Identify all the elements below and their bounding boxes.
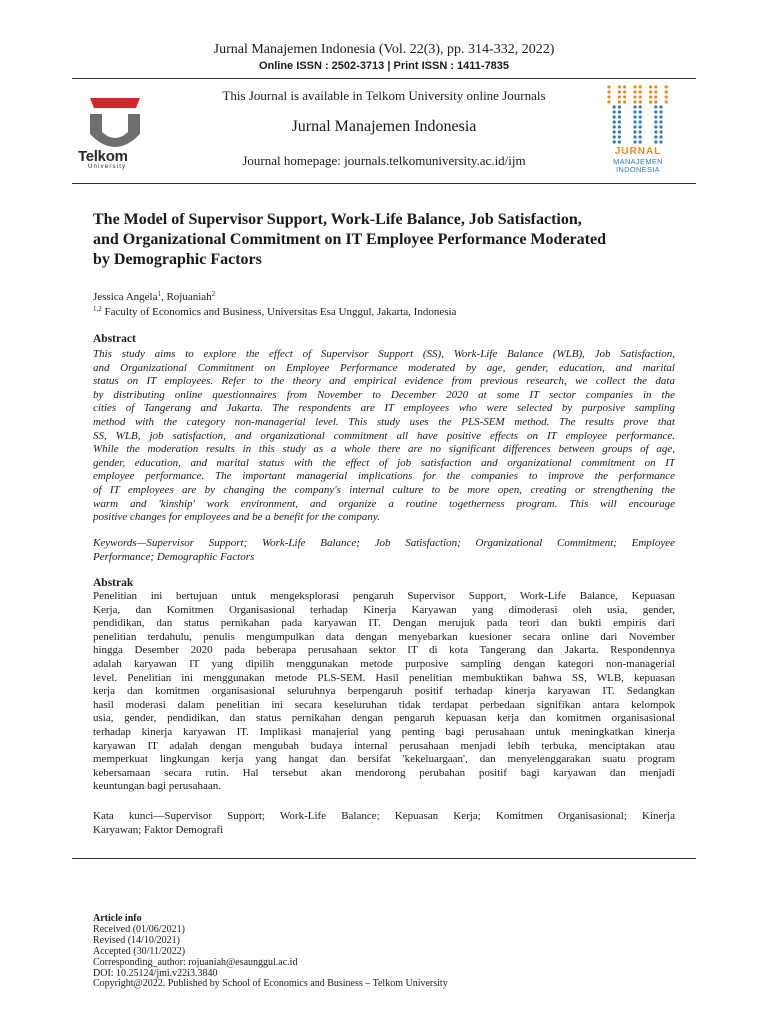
author-name: Jessica Angela [93, 291, 158, 303]
logo-dot [633, 85, 636, 88]
logo-dot [654, 85, 657, 88]
article-info-line: Corresponding_author: rojuaniah@esaunggul.ac.id [93, 956, 298, 968]
logo-dot [623, 85, 626, 88]
text-line: hasil moderasi dalam penelitian ini secara keseluruhan tidak terdapat perbedaan signifikan antara kelompok [93, 698, 675, 711]
jmi-logo-line2: MANAJEMEN [613, 157, 663, 166]
logo-dot [639, 100, 642, 103]
logo-dot [639, 85, 642, 88]
abstrak-heading: Abstrak [93, 577, 134, 589]
logo-dot [623, 100, 626, 103]
logo-dot [613, 125, 616, 128]
logo-dot [607, 85, 610, 88]
logo-dot [633, 115, 636, 118]
abstract-heading: Abstract [93, 333, 136, 345]
logo-dot [649, 85, 652, 88]
article-info [93, 914, 448, 990]
logo-dot [654, 115, 657, 118]
logo-dot [654, 90, 657, 93]
logo-dot [618, 135, 621, 138]
availability-note: This Journal is available in Telkom University online Journals [222, 88, 546, 103]
text-line: penelitian terdahulu, penulis mengumpulkan data dengan menyebarkan kuesioner secara online dari November [93, 630, 675, 643]
text-line: method with the category non-managerial level. This study uses the PLS-SEM method. The results prove that [93, 415, 675, 428]
text-line: Performance; Demographic Factors [93, 550, 255, 563]
logo-dot [613, 120, 616, 123]
logo-dot [639, 110, 642, 113]
text-line: pendidikan, dan status pernikahan pada karyawan IT. Dengan merujuk pada teori dan bukti empiris dari [93, 617, 675, 630]
article-title-line: by Demographic Factors [93, 251, 262, 268]
abstract-body [93, 348, 675, 525]
logo-dot [618, 110, 621, 113]
text-line: warm and 'kinship' work environment, and organize a routine togetherness program. This will encourage [93, 497, 675, 510]
logo-dot [633, 110, 636, 113]
logo-dot [613, 140, 616, 143]
logo-dot [618, 130, 621, 133]
issn-line: Online ISSN : 2502-3713 | Print ISSN : 1411-7835 [258, 60, 510, 72]
logo-dot [659, 110, 662, 113]
logo-dot [613, 110, 616, 113]
text-line: keuntungan bagi perusahaan. [93, 780, 221, 793]
logo-dot [613, 135, 616, 138]
logo-dot [618, 140, 621, 143]
telkom-logo-word: Telkom [78, 148, 128, 165]
logo-dot [633, 100, 636, 103]
journal-name: Jurnal Manajemen Indonesia [291, 118, 477, 135]
logo-dot [654, 105, 657, 108]
text-line: gender, education, and marital status with the effect of job satisfaction and organizational commitment on IT [93, 456, 675, 469]
logo-dot [633, 130, 636, 133]
logo-dot [623, 90, 626, 93]
logo-dot [639, 90, 642, 93]
text-line: adalah karyawan IT yang dipilih menggunakan metode purposive sampling dengan kategori non-managerial [93, 657, 675, 670]
text-line: hingga Desember 2020 pada beberapa perusahaan sektor IT di kota Tangerang dan Jakarta. Respondennya [93, 644, 675, 657]
logo-dot [665, 95, 668, 98]
logo-dot [633, 135, 636, 138]
article-info-line: Copyright@2022. Published by School of Economics and Business – Telkom University [93, 978, 448, 990]
article-info-line: Accepted (30/11/2022) [93, 945, 186, 957]
text-line: and Organizational Commitment on Employee Performance moderated by age, gender, education, and marital [93, 361, 675, 374]
text-line: Kerja, dan Komitmen Organisasional terhadap Kinerja Karyawan yang dimoderasi oleh usia, gender, [93, 603, 675, 616]
text-line: kebersamaan secara rutin. Hal tersebut akan mendorong perubahan positif bagi karyawan dan menjadi [93, 766, 675, 779]
logo-dot [607, 95, 610, 98]
logo-dot [633, 105, 636, 108]
header-rule-bottom [72, 183, 696, 184]
affiliation-text: Faculty of Economics and Business, Universitas Esa Unggul, Jakarta, Indonesia [104, 306, 457, 318]
author-name: Rojuaniah [166, 291, 212, 303]
article-title-line: and Organizational Commitment on IT Employee Performance Moderated [93, 231, 606, 248]
jmi-logo-line1: JURNAL [614, 146, 662, 157]
logo-dot [665, 100, 668, 103]
affiliation [93, 305, 456, 318]
affiliation-sup: 1,2 [93, 305, 102, 313]
jurnal-manajemen-indonesia-logo-icon [606, 84, 670, 146]
text-line: kerja dan komitmen organisasional seluruhnya berpengaruh positif terhadap kinerja karyawan IT. Sedangkan [93, 685, 675, 698]
logo-dot [618, 100, 621, 103]
logo-dot [618, 120, 621, 123]
logo-dot [654, 120, 657, 123]
author-list: Jessica Angela$^1$, Rojuaniah$^2$ [93, 290, 216, 303]
logo-dot [665, 90, 668, 93]
journal-citation: Jurnal Manajemen Indonesia (Vol. 22(3), pp. 314-332, 2022) [213, 42, 555, 57]
article-info-line: Revised (14/10/2021) [93, 934, 180, 946]
text-line: by distributing online questionnaires from November to December 2020 at some IT sector companies in the [93, 388, 675, 401]
logo-dot [613, 105, 616, 108]
article-info-line: Received (01/06/2021) [93, 923, 185, 935]
logo-dot [654, 130, 657, 133]
logo-dot [633, 125, 636, 128]
logo-dot [639, 120, 642, 123]
article-info-heading: Article info [93, 913, 142, 924]
logo-dot [665, 85, 668, 88]
logo-dot [618, 105, 621, 108]
text-line: SS, WLB, job satisfaction, and organizational commitment all have positive effects on IT employee performance. [93, 429, 675, 442]
text-line: usia, gender, pendidikan, dan status pernikahan dengan pengaruh kepuasan kerja dan komitmen organisasional [93, 712, 675, 725]
text-line: Keywords—Supervisor Support; Work-Life Balance; Job Satisfaction; Organizational Commitment; Employee [93, 537, 675, 549]
logo-dot [639, 130, 642, 133]
logo-dot [654, 125, 657, 128]
text-line: employee performance. The important managerial implications for the companies to improve the performance [93, 470, 675, 483]
logo-dot [649, 95, 652, 98]
author-sup: 2 [211, 290, 216, 298]
logo-dot [649, 90, 652, 93]
text-line: of IT employees are by changing the company's internal culture to be more open, creating or strengthening the [93, 483, 675, 496]
logo-dot [654, 140, 657, 143]
logo-dot [659, 135, 662, 138]
logo-dot [649, 100, 652, 103]
logo-dot [659, 105, 662, 108]
logo-dot [639, 140, 642, 143]
logo-dot [639, 125, 642, 128]
logo-dot [639, 135, 642, 138]
text-line: cities of Tangerang and Jakarta. The respondents are IT employees who were selected by purposive sampling [93, 402, 675, 415]
text-line: While the moderation results in this study as a whole there are no significant differences between groups of age, [93, 443, 675, 456]
logo-dot [654, 100, 657, 103]
logo-dot [613, 115, 616, 118]
article-title-line: The Model of Supervisor Support, Work-Life Balance, Job Satisfaction, [93, 211, 582, 228]
header-rule-top [72, 78, 696, 79]
text-line: Karyawan; Faktor Demografi [93, 823, 224, 836]
article-title [93, 210, 693, 270]
logo-dot [639, 105, 642, 108]
kata-kunci [93, 810, 675, 837]
text-line: Kata kunci—Supervisor Support; Work-Life Balance; Kepuasan Kerja; Komitmen Organisasional; Kinerja [93, 810, 675, 822]
text-line: status on IT employees. Refer to the theory and empirical evidence from previous research, we collect the data [93, 375, 675, 388]
logo-dot [623, 95, 626, 98]
text-line: memperkuat lingkungan kerja yang hangat dan bersifat 'kekeluargaan', dan menyelenggarakan suatu program [93, 753, 675, 766]
logo-dot [659, 140, 662, 143]
telkom-logo-subword: University [88, 164, 127, 170]
logo-dot [654, 110, 657, 113]
logo-dot [618, 90, 621, 93]
logo-dot [633, 140, 636, 143]
article-info-line: DOI: 10.25124/jmi.v22i3.3840 [93, 967, 218, 979]
keywords [93, 537, 675, 564]
text-line: Penelitian ini bertujuan untuk mengeksplorasi pengaruh Supervisor Support, Work-Life Balance, Kepuasan [93, 590, 675, 602]
logo-dot [639, 115, 642, 118]
logo-dot [633, 95, 636, 98]
logo-dot [654, 95, 657, 98]
abstract-end-rule [72, 858, 696, 859]
logo-dot [659, 120, 662, 123]
logo-dot [659, 130, 662, 133]
logo-dot [639, 95, 642, 98]
text-line: positive changes for employees and be a benefit for the company. [93, 511, 380, 524]
logo-dot [659, 115, 662, 118]
jmi-logo-line3: INDONESIA [616, 165, 660, 174]
journal-homepage: Journal homepage: journals.telkomuniversity.ac.id/ijm [242, 153, 526, 168]
logo-dot [618, 95, 621, 98]
text-line: This study aims to explore the effect of Supervisor Support (SS), Work-Life Balance (WLB), Job Satisfaction, [93, 348, 675, 360]
logo-dot [607, 90, 610, 93]
logo-dot [607, 100, 610, 103]
logo-dot [633, 120, 636, 123]
logo-dot [659, 125, 662, 128]
text-line: terhadap kinerja karyawan IT. Implikasi manajerial yang penting bagi perusahaan untuk meningkatkan kinerja [93, 725, 675, 738]
logo-dot [618, 115, 621, 118]
logo-dot [613, 130, 616, 133]
logo-dot [618, 85, 621, 88]
text-line: karyawan IT adalah dengan mengubah budaya internal perusahaan menjadi lebih terbuka, menciptakan atau [93, 739, 675, 752]
logo-dot [618, 125, 621, 128]
logo-dot [633, 90, 636, 93]
logo-dot [654, 135, 657, 138]
text-line: level. Penelitian ini menggunakan metode PLS-SEM. Hasil penelitian membuktikan bahwa SS, WLB, kepuasan [93, 671, 675, 684]
author-sup: 1 [157, 290, 161, 298]
abstrak-body [93, 590, 675, 794]
